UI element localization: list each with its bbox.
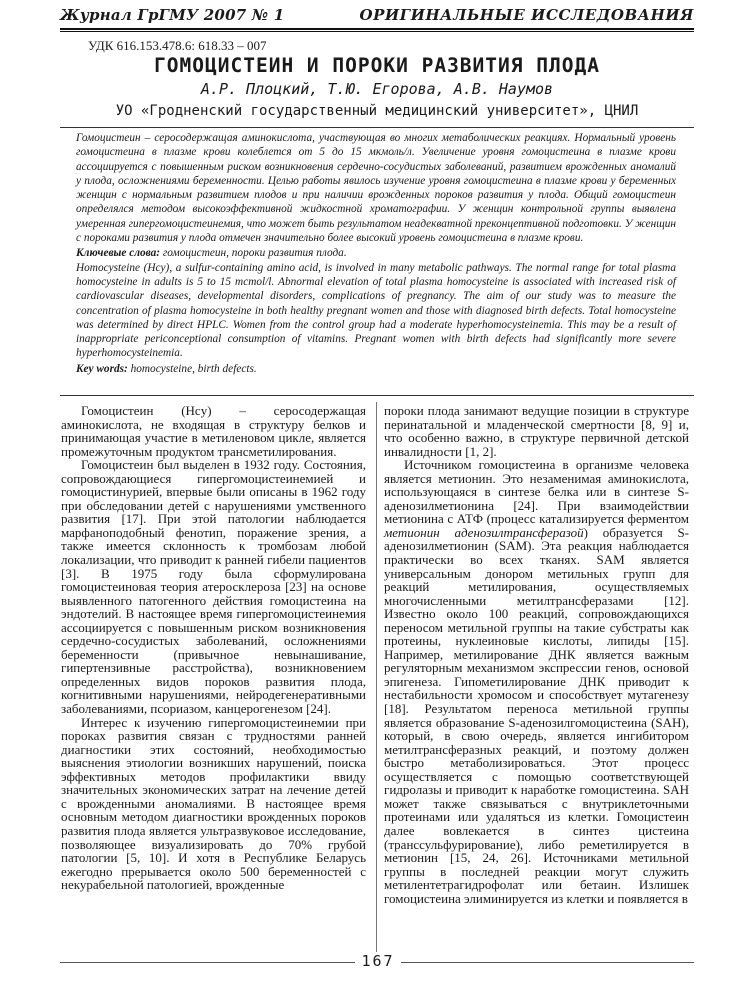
keywords-ru bbox=[76, 246, 676, 260]
enzyme-name: метионин аденозилтрансферазой bbox=[384, 524, 584, 540]
body-column-right bbox=[384, 404, 689, 905]
abstract-block bbox=[76, 131, 676, 376]
paragraph bbox=[384, 458, 689, 905]
page-number-text: 167 bbox=[355, 952, 400, 970]
article-affiliation: УО «Гродненский государственный медицинский университет», ЦНИЛ bbox=[115, 103, 639, 119]
keywords-en-text: homocysteine, birth defects. bbox=[127, 362, 257, 375]
paragraph: Интерес к изучению гипергомоцистеинемии при пороках развития связан с трудностями ранней диагностики этих состояний, необходимостью выяснения этиологии возникших нарушений, поиска эффективных методов профилактики ввиду значительных экономических затрат на лечение детей с врожденными аномалиями. В настоящее время основным методом диагностики врожденных пороков развития плода является ультразвуковое исследование, позволяющее визуализировать до 70% грубой патологии [5, 10]. И хотя в Республике Беларусь ежегодно прерывается около 500 беременностей с некурабельной патологией, врожденные bbox=[61, 714, 366, 893]
header-rule-thin bbox=[60, 31, 694, 32]
paragraph-text: Источником гомоцистеина в организме человека является метионин. Это незаменимая аминокислота, использующаяся в синтезе белка или в синтезе S-аденозилметионина [24]. При взаимодействии метионина с АТФ (процесс катализируется ферментом bbox=[384, 457, 689, 527]
abstract-en: Homocysteine (Hcy), a sulfur-containing amino acid, is involved in many metabolic pathways. The normal range for total plasma homocysteine in adults is 5 to 15 mcmol/l. Abnormal elevation of total plasma homocysteine is associated with increased risk of cardiovascular diseases, developmental disorders, complications of pregnancy. The aim of our study was to measure the concentration of plasma homocysteine in both healthy pregnant women and those with diagnosed birth defects. Total homocysteine was determined by direct HPLC. Women from the control group had a moderate hyperhomocysteinemia. This may be a result of inappropriate periconceptional consumption of vitamins. Pregnant women with birth defects had significantly more severe hyperhomocysteinemia. bbox=[76, 261, 676, 360]
journal-name: Журнал ГрГМУ 2007 № 1 bbox=[60, 6, 285, 24]
header-rule bbox=[60, 28, 694, 30]
keywords-ru-label: Ключевые слова: bbox=[76, 247, 161, 260]
paragraph: Гомоцистеин (Hcy) – серосодержащая аминокислота, не входящая в структуру белков и принимающая участие в метиленовом цикле, является промежуточным продуктом трансметилирования. bbox=[61, 403, 366, 459]
paragraph-text: ) образуется S-аденозилметионин (SAM). Эта реакция наблюдается практически во всех тканях. SAM является универсальным донором метильных групп для реакций метилирования, осуществляемых многочисленными метилтрансферазами [12]. Известно около 100 реакций, сопровождающихся переносом метильной группы на такие субстраты как протеины, нуклеиновые кислоты, липиды [15]. Например, метилирование ДНК является важным регуляторным механизмом экспрессии генов, основой эпигенеза. Гипометилирование ДНК приводит к нестабильности хромосом и способствует мутагенезу [18]. Результатом переноса метильной группы является образование S-аденозилгомоцистеина (SAH), который, в свою очередь, является ингибитором метилтрансферазных реакций, и поэтому должен быстро метаболизироваться. Этот процесс осуществляется с помощью соответствующей гидролазы и приводит к наработке гомоцистеина. SAH может также связываться с внутриклеточными протеинами или удаляться из клетки. Гомоцистеин далее вовлекается в синтез цистеина (транссульфурирование), либо реметилируется в метионин [15, 24, 26]. Источниками метильной группы в последней реакции могут служить метилентетрагидрофолат или бетаин. Излишек гомоцистеина элиминируется из клетки и появляется в bbox=[384, 524, 689, 906]
abstract-rule-top bbox=[60, 127, 694, 128]
keywords-en-label: Key words: bbox=[76, 362, 128, 375]
page-number bbox=[0, 952, 756, 970]
abstract-rule-bottom bbox=[60, 395, 694, 396]
abstract-ru: Гомоцистеин – серосодержащая аминокислота, участвующая во многих метаболических реакциях. Нормальный уровень гомоцистеина в плазме крови колеблется от 5 до 15 мкмоль/л. Увеличение уровня гомоцистеина в плазме крови ассоциируется с повышенным риском возникновения сердечно-сосудистых заболеваний, развитием врожденных аномалий у плода, осложнениями беременности. Целью работы явилось изучение уровня гомоцистеина в плазме крови у беременных женщин с нормальным развитием плодов и при наличии врожденных пороков развития у плода. Общий гомоцистеин определялся методом высокоэффективной жидкостной хроматографии. У женщин контрольной группы выявлена умеренная гипергомоцистеинемия, что может быть результатом неадекватной преконцептивной подготовки. У женщин с пороками развития у плода отмечен значительно более высокий уровень гомоцистеина в плазме крови. bbox=[76, 132, 676, 245]
body-column-left bbox=[61, 404, 366, 892]
article-authors: А.Р. Плоцкий, Т.Ю. Егорова, А.В. Наумов bbox=[200, 80, 554, 98]
paragraph: Гомоцистеин был выделен в 1932 году. Состояния, сопровождающиеся гипергомоцистеинемией и гомоцистинурией, впервые были описаны в 1962 году при обследовании детей с нарушениями умственного развития [17]. При этой патологии наблюдается марфаноподобный фенотип, поражение зрения, а также имеется склонность к тромбозам любой локализации, что приводит к ранней гибели пациентов [3]. В 1975 году была сформулирована гомоцистеиновая теория атеросклероза [23] на основе выявленного патогенного действия гомоцистеина на эндотелий. В настоящее время гипергомоцистеинемия ассоциируется с повышенным риском возникновения сердечно-сосудистых заболеваний, осложнениями беременности (привычное невынашивание, гипертензивные расстройства), возникновением определенных видов пороков развития плода, когнитивными нарушениями, нейродегенеративными заболеваниями, псориазом, канцерогенезом [24]. bbox=[61, 457, 366, 717]
running-header bbox=[60, 4, 694, 28]
article-title: ГОМОЦИСТЕИН И ПОРОКИ РАЗВИТИЯ ПЛОДА bbox=[154, 54, 600, 77]
keywords-ru-text: гомоцистеин, пороки развития плода. bbox=[160, 247, 347, 260]
column-divider bbox=[376, 402, 377, 952]
udk-code: УДК 616.153.478.6: 618.33 – 007 bbox=[88, 38, 267, 53]
paragraph-continued: пороки плода занимают ведущие позиции в структуре перинатальной и младенческой смертности [8, 9] и, что особенно важно, в структуре первичной детской инвалидности [1, 2]. bbox=[384, 403, 689, 459]
keywords-en bbox=[76, 362, 676, 376]
section-name: ОРИГИНАЛЬНЫЕ ИССЛЕДОВАНИЯ bbox=[359, 6, 694, 24]
